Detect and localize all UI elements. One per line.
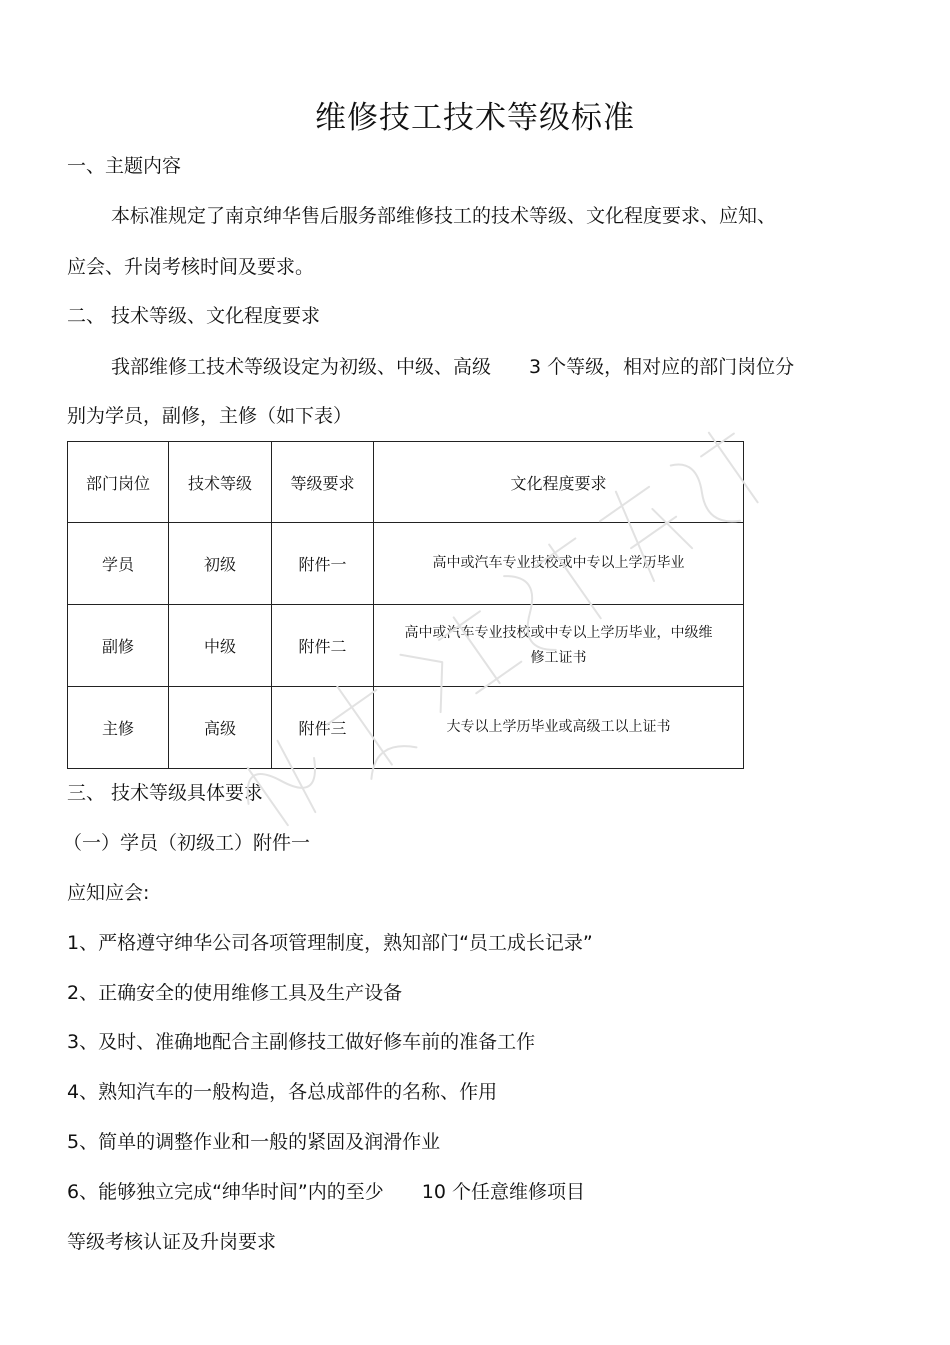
- cell-level: 高级: [169, 687, 272, 769]
- table-header-row: [68, 442, 744, 523]
- cell-level: 中级: [169, 605, 272, 687]
- list-item-6-a: 6、能够独立完成“绅华时间”内的至少: [67, 1181, 384, 1203]
- cell-education-line: 大专以上学历毕业或高级工以上证书: [446, 719, 671, 735]
- cell-education-line: 高中或汽车专业技校或中专以上学历毕业，中级维: [404, 624, 713, 641]
- cell-post: 主修: [68, 687, 169, 769]
- section2-body-line1: [111, 353, 794, 381]
- cell-requirement: 附件三: [272, 687, 374, 769]
- list-item: 3、及时、准确地配合主副修技工做好修车前的准备工作: [67, 1031, 536, 1053]
- cell-education: [374, 605, 744, 687]
- cell-requirement: 附件二: [272, 605, 374, 687]
- list-item: 2、正确安全的使用维修工具及生产设备: [67, 982, 403, 1004]
- section1-body-line2: 应会、升岗考核时间及要求。: [67, 256, 315, 278]
- section2-body-line2: 别为学员，副修，主修（如下表）: [67, 405, 353, 427]
- cell-requirement: 附件一: [272, 523, 374, 605]
- table-row: [68, 605, 744, 687]
- section3-heading: 三、 技术等级具体要求: [67, 782, 264, 804]
- header-level: 技术等级: [169, 442, 272, 523]
- cell-education-line: 高中或汽车专业技校或中专以上学历毕业: [432, 555, 685, 571]
- cell-level: 初级: [169, 523, 272, 605]
- list-item: 1、严格遵守绅华公司各项管理制度，熟知部门“员工成长记录”: [67, 932, 593, 954]
- grade-table: [67, 441, 744, 769]
- cell-education-line: 修工证书: [530, 649, 587, 666]
- section1-heading: 一、主题内容: [67, 155, 182, 177]
- section3-sub1: （一）学员（初级工）附件一: [63, 832, 311, 854]
- table-row: [68, 687, 744, 769]
- section2-heading: 二、 技术等级、文化程度要求: [67, 305, 321, 327]
- document-title: 维修技工技术等级标准: [315, 100, 635, 136]
- header-post: 部门岗位: [68, 442, 169, 523]
- table-row: [68, 523, 744, 605]
- cell-education: [374, 523, 744, 605]
- cell-education: [374, 687, 744, 769]
- header-education: 文化程度要求: [374, 442, 744, 523]
- section1-body-line1: 本标准规定了南京绅华售后服务部维修技工的技术等级、文化程度要求、应知、: [111, 205, 777, 227]
- list-item: 4、熟知汽车的一般构造，各总成部件的名称、作用: [67, 1081, 498, 1103]
- list-item: [67, 1178, 585, 1206]
- footer-heading: 等级考核认证及升岗要求: [67, 1231, 277, 1253]
- cell-post: 学员: [68, 523, 169, 605]
- section2-body-line1-a: 我部维修工技术等级设定为初级、中级、高级: [111, 356, 492, 378]
- cell-post: 副修: [68, 605, 169, 687]
- list-item: 5、简单的调整作业和一般的紧固及润滑作业: [67, 1131, 441, 1153]
- know-label: 应知应会:: [67, 882, 150, 904]
- list-item-6-b: 10 个任意维修项目: [421, 1181, 585, 1203]
- section2-body-line1-b: 3 个等级，相对应的部门岗位分: [529, 356, 795, 378]
- header-requirement: 等级要求: [272, 442, 374, 523]
